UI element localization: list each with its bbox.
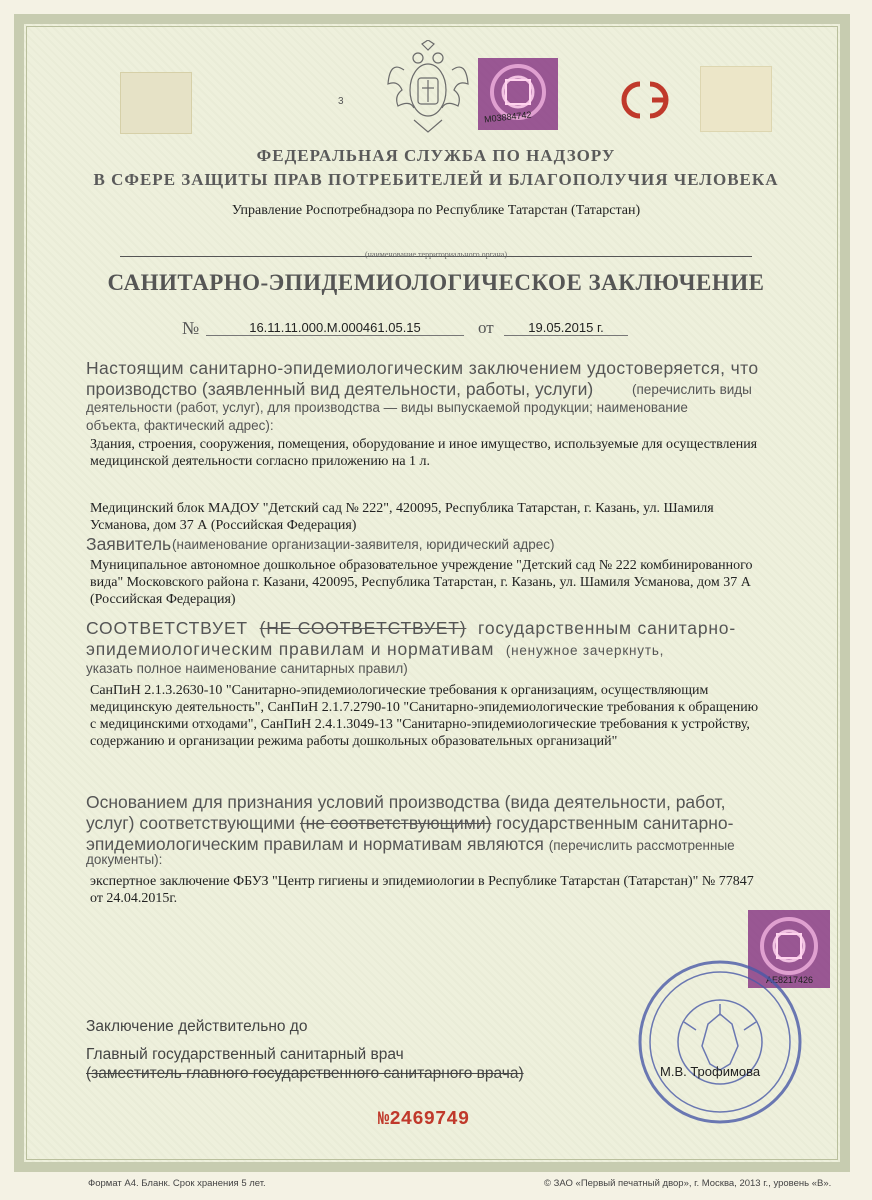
hologram-bottom-code: AE8217426 (766, 975, 814, 985)
certify-hint-3: объекта, фактический адрес): (86, 418, 274, 433)
date-label: от (478, 318, 494, 337)
conclusion-number: 16.11.11.000.М.000461.05.15 (206, 320, 464, 336)
conformity-line-2 (86, 639, 664, 660)
signatory-title: Главный государственный санитарный врач (86, 1046, 404, 1063)
certify-hint-1: (перечислить виды (632, 382, 752, 397)
certify-lead-2: производство (заявленный вид деятельности, работы, услуги) (86, 379, 594, 399)
applicant-line-2: вида" Московского района г. Казани, 420095, Республика Татарстан, г. Казань, ул. Шамиля Усманова, дом 37 А (90, 575, 751, 590)
basis-line-2-struck: (не соответствующими) (299, 813, 492, 833)
basis-line-3 (86, 834, 735, 855)
signatory-deputy-text: (заместитель главного государственного санитарного врача) (86, 1065, 524, 1082)
basis-line-3-text: эпидемиологическим правилам и нормативам являются (86, 834, 544, 854)
basis-line-1: Основанием для признания условий производства (вида деятельности, работ, (86, 792, 726, 812)
page-number: 3 (338, 96, 344, 107)
applicant-line-1: Муниципальное автономное дошкольное образовательное учреждение "Детский сад № 222 комбинированного (90, 558, 753, 573)
security-pattern-right (700, 66, 772, 132)
basis-hint-2: документы): (86, 852, 163, 867)
coat-of-arms-icon (384, 40, 472, 136)
rules-line-2: медицинскую деятельность", СанПиН 2.1.7.2790-10 "Санитарно-эпидемиологические требования к обращению (90, 700, 759, 715)
conformity-line-1 (86, 618, 736, 639)
conformity-rest-1: государственным санитарно- (478, 618, 736, 638)
signatory-deputy (86, 1065, 524, 1083)
certify-hint-2: деятельности (работ, услуг), для производства — виды выпускаемой продукции; наименование (86, 400, 688, 415)
object-line-1: Медицинский блок МАДОУ "Детский сад № 222", 420095, Республика Татарстан, г. Казань, ул. Шамиля (90, 501, 714, 516)
basis-doc-1: экспертное заключение ФБУЗ "Центр гигиены и эпидемиологии в Республике Татарстан (Татарстан)" № 77847 (90, 874, 754, 889)
basis-line-2b: государственным санитарно- (496, 813, 734, 833)
conformity-hint-2: указать полное наименование санитарных правил) (86, 661, 408, 676)
agency-name-line2: В СФЕРЕ ЗАЩИТЫ ПРАВ ПОТРЕБИТЕЛЕЙ И БЛАГОПОЛУЧИЯ ЧЕЛОВЕКА (93, 170, 779, 189)
territorial-authority: Управление Роспотребнадзора по Республике Татарстан (Татарстан) (231, 203, 641, 218)
number-label: № (182, 318, 200, 338)
activity-line-2: медицинской деятельности согласно приложению на 1 л. (90, 454, 431, 469)
document-title: САНИТАРНО-ЭПИДЕМИОЛОГИЧЕСКОЕ ЗАКЛЮЧЕНИЕ (107, 270, 765, 295)
hologram-top-code: M03884742 (483, 109, 532, 125)
agency-name-line1: ФЕДЕРАЛЬНАЯ СЛУЖБА ПО НАДЗОРУ (256, 146, 616, 165)
basis-doc-2: от 24.04.2015г. (90, 891, 178, 906)
footer-left: Формат А4. Бланк. Срок хранения 5 лет. (88, 1178, 266, 1189)
conformity-rest-2: эпидемиологическим правилам и нормативам (86, 639, 495, 659)
basis-line-2 (86, 813, 733, 834)
rules-line-3: с медицинскими отходами", СанПиН 2.4.1.3049-13 "Санитарно-эпидемиологические требования к устройству, (90, 717, 750, 732)
rules-line-1: СанПиН 2.1.3.2630-10 "Санитарно-эпидемиологические требования к организациям, осуществляющим (90, 683, 709, 698)
applicant-label: Заявитель (86, 534, 172, 554)
round-seal-stamp (636, 958, 804, 1126)
authority-caption: (наименование территориального органа) (365, 250, 507, 259)
rules-line-4: содержанию и организации режима работы дошкольных образовательных организаций" (90, 734, 618, 749)
applicant-hint: (наименование организации-заявителя, юридический адрес) (172, 537, 555, 552)
conformity-hint-1: (ненужное зачеркнуть, (505, 643, 665, 658)
object-line-2: Усманова, дом 37 А (Российская Федерация) (90, 518, 357, 533)
validity-label: Заключение действительно до (86, 1018, 308, 1035)
certify-lead-1: Настоящим санитарно-эпидемиологическим заключением удостоверяется, что (86, 358, 759, 378)
se-logo (610, 78, 686, 122)
signatory-name: М.В. Трофимова (660, 1064, 761, 1079)
basis-line-2a: услуг) соответствующими (86, 813, 295, 833)
basis-hint-1: (перечислить рассмотренные (548, 838, 735, 853)
conclusion-date: 19.05.2015 г. (504, 320, 628, 336)
footer-right: © ЗАО «Первый печатный двор», г. Москва, 2013 г., уровень «В». (544, 1178, 832, 1189)
conformity-word: СООТВЕТСТВУЕТ (86, 618, 248, 638)
form-serial-number: №2469749 (378, 1108, 470, 1130)
security-pattern (120, 72, 192, 134)
conformity-struck: (НЕ СООТВЕТСТВУЕТ) (259, 618, 467, 638)
applicant-line-3: (Российская Федерация) (90, 592, 236, 607)
activity-line-1: Здания, строения, сооружения, помещения, оборудование и иное имущество, используемые для осуществления (90, 437, 758, 452)
